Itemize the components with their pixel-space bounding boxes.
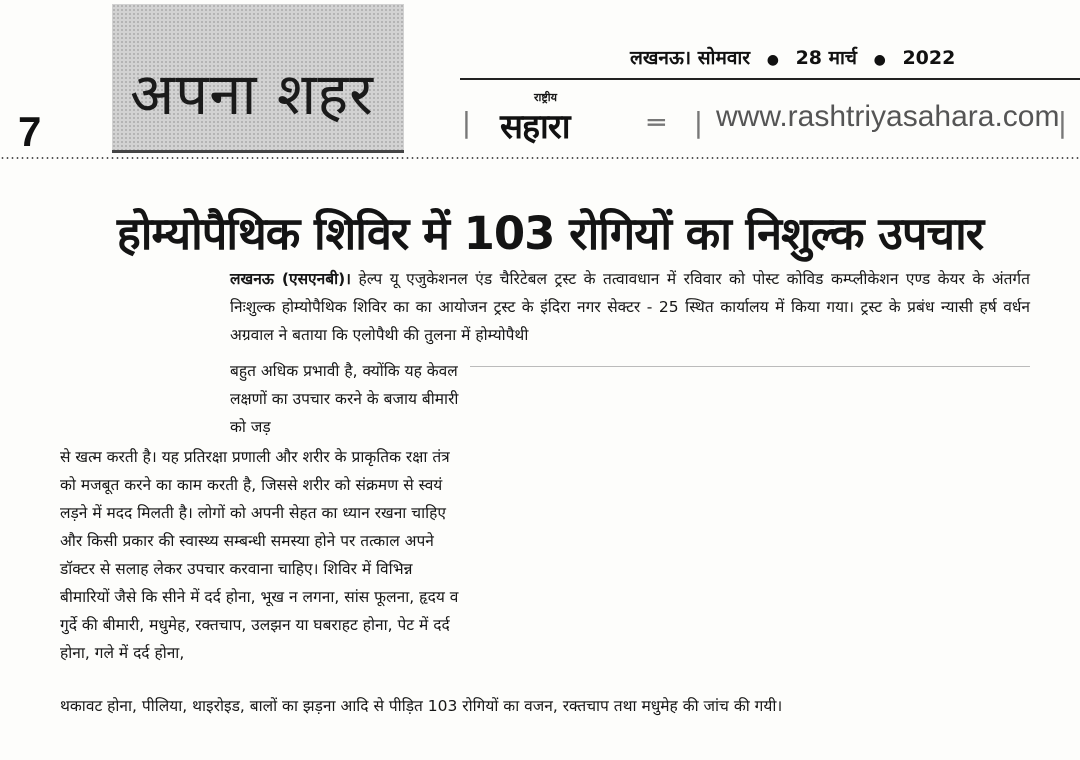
dateline	[630, 44, 955, 70]
bullet-icon: ●	[873, 52, 886, 68]
article-column-text: से खत्म करती है। यह प्रतिरक्षा प्रणाली और शरीर के प्राकृतिक रक्षा तंत्र को मजबूत करने का काम करती है, जिससे शरीर को संक्रमण से स्वयं लड़ने में मदद मिलती है। लोगों को अपनी सेहत का ध्यान रखना चाहिए और किसी प्रकार की स्वास्थ्य सम्बन्धी समस्या होने पर तत्काल अपने डॉक्टर से सलाह लेकर उपचार करवाना चाहिए। शिविर में विभिन्न बीमारियों जैसे कि सीने में दर्द होना, भूख न लगना, सांस फूलना, हृदय व गुर्दे की बीमारी, मधुमेह, रक्तचाप, उलझन या घबराहट होना, पेट में दर्द होना, गले में दर्द होना,	[60, 448, 459, 662]
page-number: 7	[18, 108, 42, 155]
masthead-website: www.rashtriyasahara.com	[716, 100, 1060, 133]
masthead-logo: सहारा	[500, 107, 570, 147]
article-narrow-text: बहुत अधिक प्रभावी है, क्योंकि यह केवल लक्षणों का उपचार करने के बजाय बीमारी को जड़	[230, 362, 459, 436]
header-rule	[460, 78, 1080, 80]
bar-divider-icon: |	[690, 106, 707, 139]
article-headline: होम्योपैथिक शिविर में 103 रोगियों का निशुल्क उपचार	[116, 207, 984, 261]
column-divider	[470, 366, 1030, 367]
bar-divider-icon: ═	[648, 106, 665, 139]
bar-divider-icon: |	[458, 106, 475, 139]
article-final-text: थकावट होना, पीलिया, थाइरोइड, बालों का झड़ना आदि से पीड़ित 103 रोगियों का वजन, रक्तचाप तथा मधुमेह की जांच की गयी।	[60, 697, 783, 715]
bar-divider-icon: |	[1054, 106, 1071, 139]
dateline-city-day: लखनऊ। सोमवार	[630, 47, 751, 69]
dateline-year: 2022	[902, 47, 956, 69]
bullet-icon: ●	[766, 52, 779, 68]
dotted-separator	[0, 156, 1080, 160]
dateline-date: 28 मार्च	[795, 47, 857, 69]
article-intro-text: हेल्प यू एजुकेशनल एंड चैरिटेबल ट्रस्ट के तत्वावधान में रविवार को पोस्ट कोविड कम्प्लीकेशन एण्ड केयर के अंतर्गत निःशुल्क होम्योपैथिक शिविर का का आयोजन ट्रस्ट के इंदिरा नगर सेक्टर - 25 स्थित कार्यालय में किया गया। ट्रस्ट के प्रबंध न्यासी हर्ष वर्धन अग्रवाल ने बताया कि एलोपैथी की तुलना में होम्योपैथी	[230, 270, 1030, 344]
masthead	[458, 91, 1071, 147]
masthead-brand-small: राष्ट्रीय	[534, 91, 558, 104]
article-byline: लखनऊ (एसएनबी)।	[230, 270, 352, 288]
section-title: अपना शहर	[130, 60, 374, 128]
article-intro	[230, 265, 1030, 349]
